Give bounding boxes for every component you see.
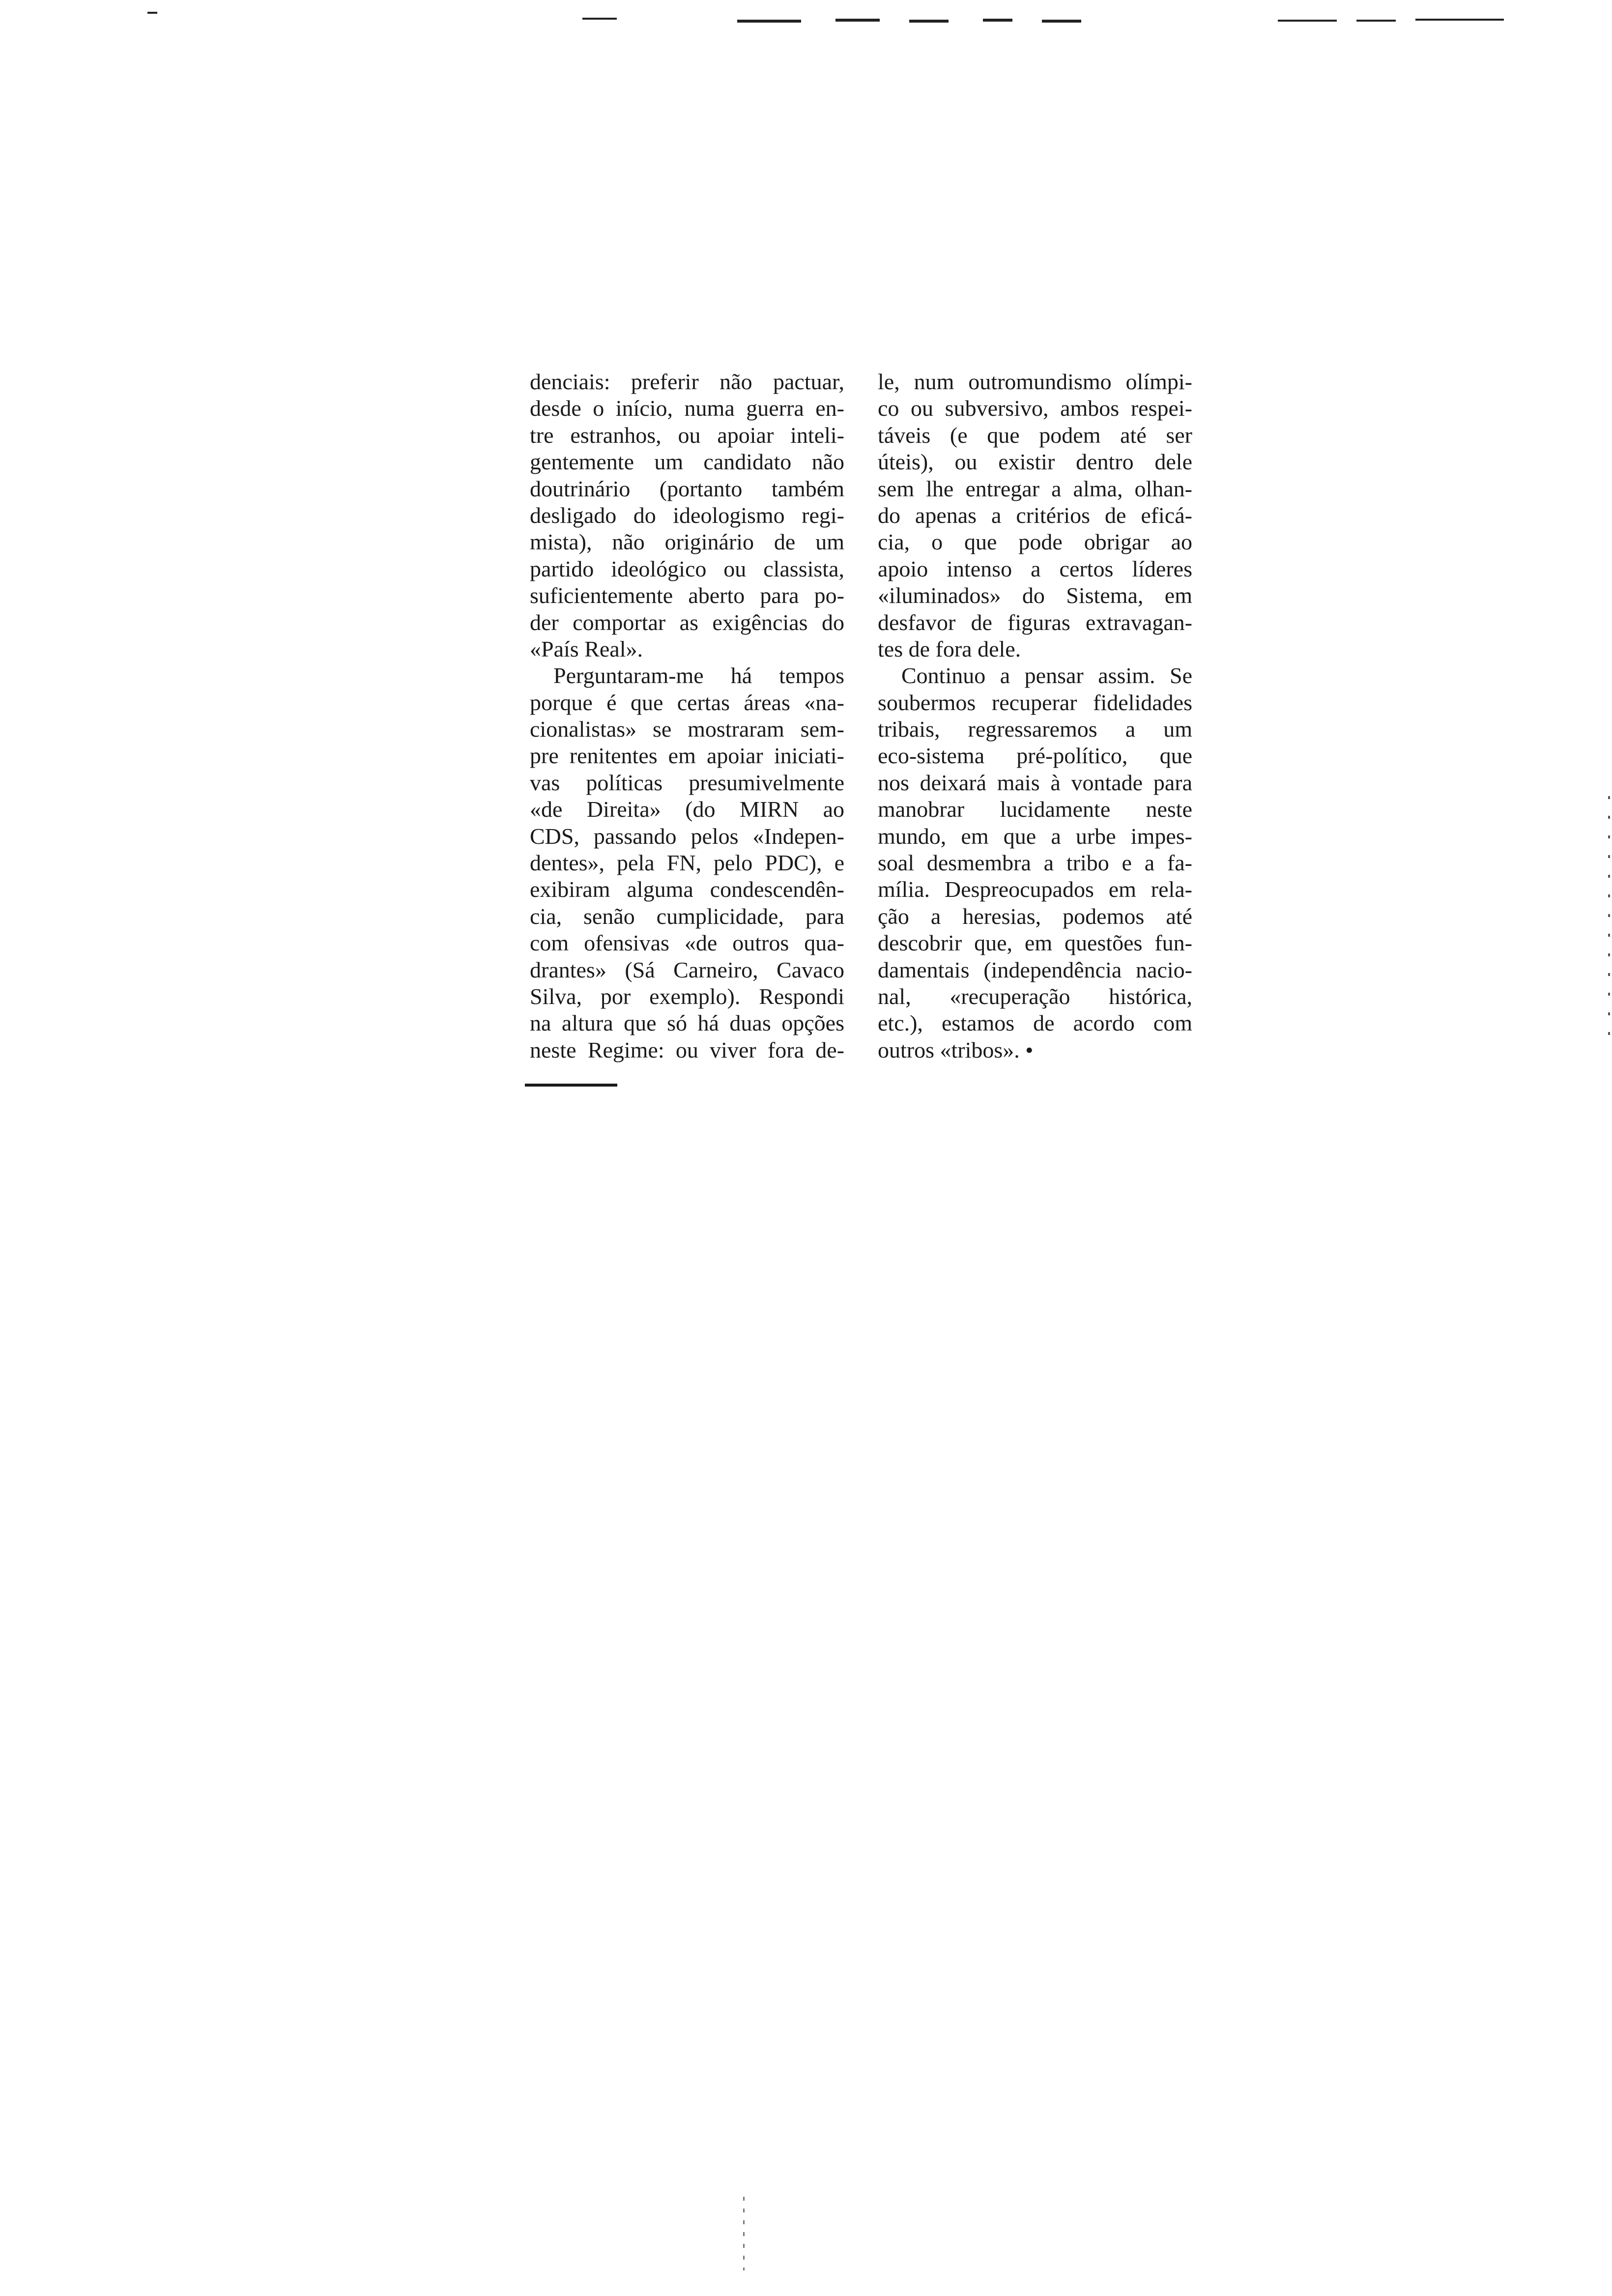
text-line: suficientemente aberto para po- bbox=[530, 583, 844, 608]
text-line: drantes» (Sá Carneiro, Cavaco bbox=[530, 957, 844, 982]
text-line: úteis), ou existir dentro dele bbox=[878, 449, 1192, 475]
text-line: porque é que certas áreas «na- bbox=[530, 689, 844, 715]
text-line: Perguntaram-me há tempos bbox=[553, 663, 844, 689]
text-line: mista), não originário de um bbox=[530, 529, 844, 555]
text-line: ção a heresias, podemos até bbox=[878, 903, 1192, 929]
text-line: neste Regime: ou viver fora de- bbox=[530, 1037, 844, 1062]
text-line: cionalistas» se mostraram sem- bbox=[530, 717, 844, 742]
text-line: desde o início, numa guerra en- bbox=[530, 396, 844, 421]
text-line: outros «tribos». • bbox=[878, 1037, 1034, 1062]
text-line: sem lhe entregar a alma, olhan- bbox=[878, 476, 1192, 501]
text-line: desfavor de figuras extravagan- bbox=[878, 609, 1192, 635]
text-line: eco-sistema pré-político, que bbox=[878, 743, 1192, 769]
scan-bottom-artifact bbox=[743, 2197, 745, 2270]
text-line: «iluminados» do Sistema, em bbox=[878, 583, 1192, 608]
text-line: le, num outromundismo olímpi- bbox=[878, 369, 1192, 394]
article-column-left bbox=[530, 369, 844, 1063]
text-line: tes de fora dele. bbox=[878, 636, 1021, 661]
text-line: vas políticas presumivelmente bbox=[530, 770, 844, 795]
text-line: co ou subversivo, ambos respei- bbox=[878, 396, 1192, 421]
text-line: do apenas a critérios de eficá- bbox=[878, 502, 1192, 528]
text-line: gentemente um candidato não bbox=[530, 449, 844, 475]
scan-artifact bbox=[582, 18, 617, 20]
scan-artifact bbox=[909, 20, 949, 23]
text-line: etc.), estamos de acordo com bbox=[878, 1010, 1192, 1036]
text-line: nos deixará mais à vontade para bbox=[878, 770, 1192, 795]
text-line: der comportar as exigências do bbox=[530, 609, 844, 635]
text-line: desligado do ideologismo regi- bbox=[530, 502, 844, 528]
text-line: partido ideológico ou classista, bbox=[530, 556, 844, 581]
scan-margin-artifact bbox=[1608, 796, 1610, 1052]
scan-artifact bbox=[1042, 20, 1081, 23]
scan-artifact bbox=[147, 12, 157, 14]
text-line: doutrinário (portanto também bbox=[530, 476, 844, 501]
text-line: mundo, em que a urbe impes- bbox=[878, 823, 1192, 849]
text-line: «de Direita» (do MIRN ao bbox=[530, 797, 844, 822]
scan-artifact bbox=[737, 20, 801, 23]
text-line: táveis (e que podem até ser bbox=[878, 422, 1192, 448]
text-line: CDS, passando pelos «Indepen- bbox=[530, 823, 844, 849]
text-line: na altura que só há duas opções bbox=[530, 1010, 844, 1036]
text-line: pre renitentes em apoiar iniciati- bbox=[530, 743, 844, 769]
text-line: mília. Despreocupados em rela- bbox=[878, 877, 1192, 902]
text-line: dentes», pela FN, pelo PDC), e bbox=[530, 850, 844, 876]
text-line: tre estranhos, ou apoiar inteli- bbox=[530, 422, 844, 448]
column-end-rule bbox=[525, 1084, 617, 1087]
text-line: cia, senão cumplicidade, para bbox=[530, 903, 844, 929]
text-line: com ofensivas «de outros qua- bbox=[530, 930, 844, 956]
text-line: manobrar lucidamente neste bbox=[878, 797, 1192, 822]
text-line: soubermos recuperar fidelidades bbox=[878, 689, 1192, 715]
text-line: «País Real». bbox=[530, 636, 643, 661]
article-column-right bbox=[878, 369, 1192, 1063]
scan-artifact bbox=[835, 19, 880, 22]
text-line: soal desmembra a tribo e a fa- bbox=[878, 850, 1192, 876]
text-line: nal, «recuperação histórica, bbox=[878, 983, 1192, 1009]
text-line: damentais (independência nacio- bbox=[878, 957, 1192, 982]
scan-artifact bbox=[1278, 20, 1337, 22]
scan-artifact bbox=[1415, 19, 1504, 21]
text-line: cia, o que pode obrigar ao bbox=[878, 529, 1192, 555]
text-line: Silva, por exemplo). Respondi bbox=[530, 983, 844, 1009]
text-line: denciais: preferir não pactuar, bbox=[530, 369, 844, 394]
text-line: apoio intenso a certos líderes bbox=[878, 556, 1192, 581]
text-line: tribais, regressaremos a um bbox=[878, 717, 1192, 742]
scan-artifact bbox=[983, 19, 1012, 22]
text-line: Continuo a pensar assim. Se bbox=[901, 663, 1192, 689]
text-line: descobrir que, em questões fun- bbox=[878, 930, 1192, 956]
scan-artifact bbox=[1356, 20, 1396, 22]
text-line: exibiram alguma condescendên- bbox=[530, 877, 844, 902]
